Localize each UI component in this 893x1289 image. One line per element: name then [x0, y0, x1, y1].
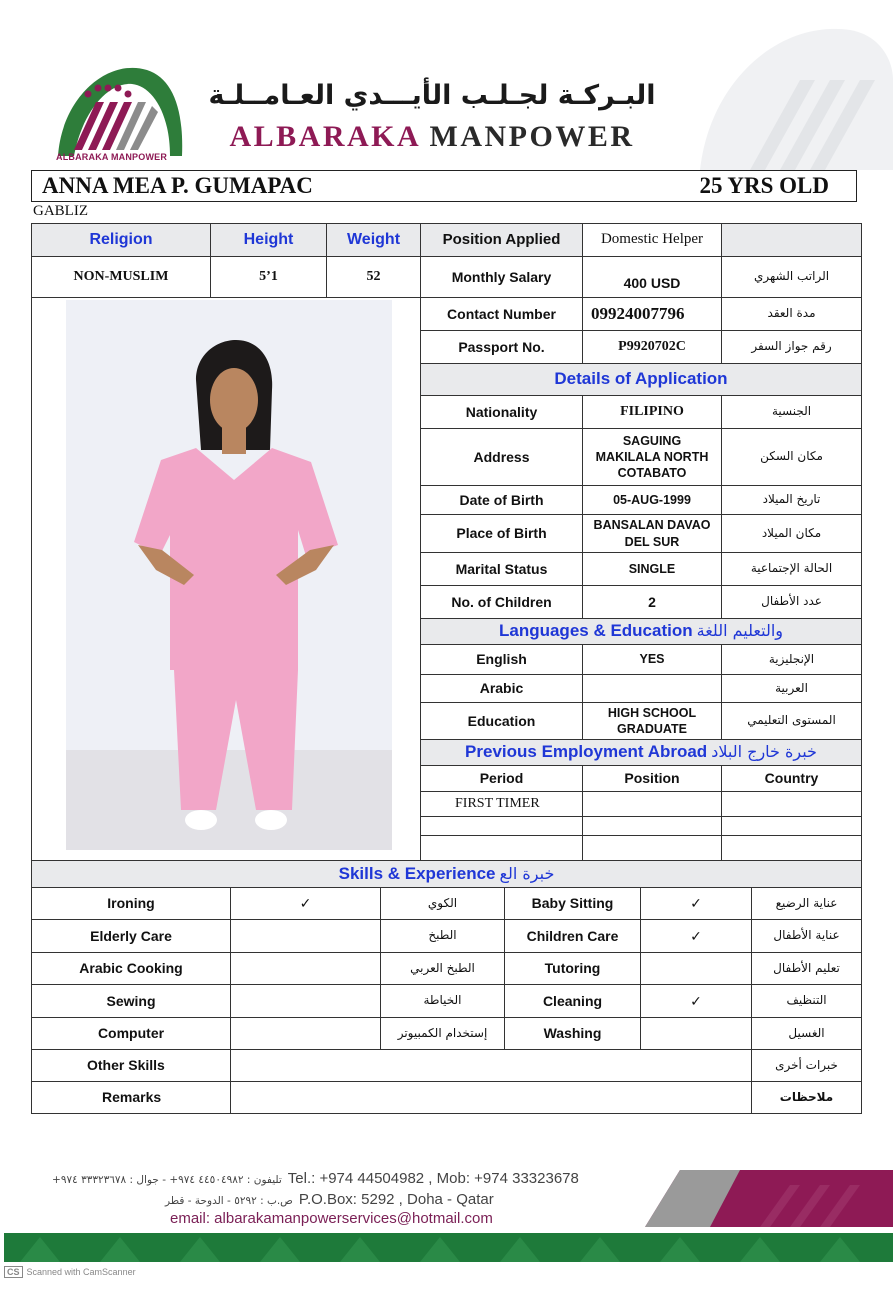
education-arabic: المستوى التعليمي: [721, 702, 862, 740]
skill-cleaning-label: Cleaning: [504, 984, 641, 1018]
arabic-lang-label: Arabic: [420, 674, 583, 703]
details-section-title: Details of Application: [420, 363, 862, 396]
skill-elderly-care-arabic: الطبخ: [380, 919, 505, 953]
employment-row-2-period: [420, 816, 583, 836]
height-value: 5’1: [210, 256, 327, 298]
skill-baby-sitting-label: Baby Sitting: [504, 887, 641, 920]
employment-row-3-country: [721, 835, 862, 861]
address-line-2: MAKILALA NORTH: [595, 449, 709, 464]
arabic-lang-value: [582, 674, 722, 703]
dob-arabic: تاريخ الميلاد: [721, 485, 862, 515]
skill-cleaning-arabic: التنظيف: [751, 984, 862, 1018]
nationality-value: FILIPINO: [582, 395, 722, 429]
weight-value: 52: [326, 256, 421, 298]
position-applied-arabic-cell: [721, 223, 862, 257]
skills-title-en: Skills & Experience: [338, 863, 496, 883]
employment-row-1-country: [721, 791, 862, 817]
skill-children-care-arabic: عناية الأطفال: [751, 919, 862, 953]
footer-phone: Tel.: +974 44504982 , Mob: +974 33323678: [287, 1170, 579, 1187]
skill-washing-check: [640, 1017, 752, 1050]
passport-value: P9920702C: [582, 330, 722, 364]
marital-status-arabic: الحالة الإجتماعية: [721, 552, 862, 586]
skill-ironing-label: Ironing: [31, 887, 231, 920]
dob-label: Date of Birth: [420, 485, 583, 515]
education-line-1: HIGH SCHOOL: [607, 705, 697, 720]
employment-row-1-period: FIRST TIMER: [420, 791, 583, 817]
weight-header: Weight: [326, 223, 421, 257]
position-applied-value: Domestic Helper: [582, 223, 722, 257]
passport-arabic: رقم جواز السفر: [721, 330, 862, 364]
skill-elderly-care-check: [230, 919, 381, 953]
skill-washing-label: Washing: [504, 1017, 641, 1050]
skill-ironing-check: ✓: [230, 887, 381, 920]
skill-tutoring-check: [640, 952, 752, 985]
company-name-word-2: MANPOWER: [429, 120, 635, 153]
skill-ironing-arabic: الكوي: [380, 887, 505, 920]
religion-header: Religion: [31, 223, 211, 257]
skill-arabic-cooking-check: [230, 952, 381, 985]
candidate-subname: GABLIZ: [33, 203, 88, 219]
scanner-watermark: [4, 1266, 136, 1278]
english-label: English: [420, 644, 583, 675]
religion-value: NON-MUSLIM: [31, 256, 211, 298]
contact-number-value: 09924007796: [582, 297, 722, 331]
other-skills-arabic: خبرات أخرى: [751, 1049, 862, 1082]
scanner-text: Scanned with CamScanner: [26, 1267, 136, 1277]
footer-email[interactable]: email: albarakamanpowerservices@hotmail.com: [170, 1210, 493, 1227]
employment-col-position: Position: [582, 765, 722, 792]
remarks-label: Remarks: [31, 1081, 231, 1114]
skill-computer-check: [230, 1017, 381, 1050]
company-name-english: [202, 120, 662, 154]
skill-cleaning-check: ✓: [640, 984, 752, 1018]
employment-col-period: Period: [420, 765, 583, 792]
contact-number-label: Contact Number: [420, 297, 583, 331]
skill-sewing-label: Sewing: [31, 984, 231, 1018]
nationality-arabic: الجنسية: [721, 395, 862, 429]
skill-elderly-care-label: Elderly Care: [31, 919, 231, 953]
company-logo: [52, 58, 187, 166]
marital-status-label: Marital Status: [420, 552, 583, 586]
skill-tutoring-label: Tutoring: [504, 952, 641, 985]
pob-label: Place of Birth: [420, 514, 583, 553]
candidate-name: ANNA MEA P. GUMAPAC: [42, 173, 313, 198]
education-line-2: GRADUATE: [617, 722, 687, 736]
footer-pobox-arabic: ص.ب : ٥٢٩٢ - الدوحة - قطر: [165, 1195, 293, 1207]
skill-tutoring-arabic: تعليم الأطفال: [751, 952, 862, 985]
pob-line-1: BANSALAN DAVAO: [593, 518, 711, 533]
skills-title-ar: خبرة الع: [499, 863, 555, 883]
children-label: No. of Children: [420, 585, 583, 619]
education-label: Education: [420, 702, 583, 740]
remarks-value: [230, 1081, 752, 1114]
footer-phone-line: [52, 1170, 579, 1187]
employment-title-ar: خبرة خارج البلاد: [711, 742, 817, 762]
employment-row-2-position: [582, 816, 722, 836]
skill-children-care-label: Children Care: [504, 919, 641, 953]
other-skills-label: Other Skills: [31, 1049, 231, 1082]
address-line-3: COTABATO: [617, 466, 687, 481]
address-value: [582, 428, 722, 486]
languages-title-en: Languages & Education: [498, 621, 693, 641]
footer-pobox: P.O.Box: 5292 , Doha - Qatar: [298, 1191, 494, 1208]
other-skills-value: [230, 1049, 752, 1082]
children-value: 2: [582, 585, 722, 619]
skill-baby-sitting-check: ✓: [640, 887, 752, 920]
skill-sewing-arabic: الخياطة: [380, 984, 505, 1018]
skill-arabic-cooking-arabic: الطبخ العربي: [380, 952, 505, 985]
nationality-label: Nationality: [420, 395, 583, 429]
skill-computer-arabic: إستخدام الكمبيوتر: [380, 1017, 505, 1050]
employment-row-2-country: [721, 816, 862, 836]
logo-caption: ALBARAKA MANPOWER: [56, 152, 168, 162]
dob-value: 05-AUG-1999: [582, 485, 722, 515]
footer-pobox-line: [165, 1191, 494, 1208]
height-header: Height: [210, 223, 327, 257]
languages-section-title: [420, 618, 862, 645]
employment-row-3-position: [582, 835, 722, 861]
remarks-arabic: ملاحظات: [751, 1081, 862, 1114]
company-name-arabic: البـركـة لجـلـب الأيـــدي العـامــلـة: [208, 80, 656, 111]
employment-col-country: Country: [721, 765, 862, 792]
employment-section-title: [420, 739, 862, 766]
skill-computer-label: Computer: [31, 1017, 231, 1050]
camscanner-icon: CS: [4, 1266, 23, 1278]
address-label: Address: [420, 428, 583, 486]
employment-row-1-position: [582, 791, 722, 817]
pob-value: [582, 514, 722, 553]
pob-arabic: مكان الميلاد: [721, 514, 862, 553]
header-watermark-graphic: [690, 20, 893, 170]
passport-label: Passport No.: [420, 330, 583, 364]
education-value: [582, 702, 722, 740]
employment-row-3-period: [420, 835, 583, 861]
address-arabic: مكان السكن: [721, 428, 862, 486]
monthly-salary-label: Monthly Salary: [420, 256, 583, 298]
position-applied-label: Position Applied: [420, 223, 583, 257]
address-line-1: SAGUING: [622, 433, 682, 448]
languages-title-ar: والتعليم اللغة: [696, 621, 783, 641]
skill-arabic-cooking-label: Arabic Cooking: [31, 952, 231, 985]
employment-title-en: Previous Employment Abroad: [465, 742, 708, 762]
company-name-word-1: ALBARAKA: [229, 120, 420, 153]
footer-phone-arabic: تليفون : ٤٤٥٠٤٩٨٢ ٩٧٤+ - جوال : ٣٣٣٢٣٦٧٨ ٩٧٤+: [52, 1174, 282, 1186]
skill-children-care-check: ✓: [640, 919, 752, 953]
children-arabic: عدد الأطفال: [721, 585, 862, 619]
skill-sewing-check: [230, 984, 381, 1018]
marital-status-value: SINGLE: [582, 552, 722, 586]
skills-section-title: [31, 860, 862, 888]
monthly-salary-value: 400 USD: [582, 256, 722, 298]
english-value: YES: [582, 644, 722, 675]
monthly-salary-arabic: الراتب الشهري: [721, 256, 862, 298]
contact-number-arabic: مدة العقد: [721, 297, 862, 331]
candidate-photo: [66, 300, 392, 850]
english-arabic: الإنجليزية: [721, 644, 862, 675]
pob-line-2: DEL SUR: [624, 534, 680, 549]
candidate-name-bar: [31, 170, 857, 202]
candidate-age: 25 YRS OLD: [699, 173, 829, 198]
skill-washing-arabic: الغسيل: [751, 1017, 862, 1050]
skill-baby-sitting-arabic: عناية الرضيع: [751, 887, 862, 920]
arabic-lang-arabic: العربية: [721, 674, 862, 703]
